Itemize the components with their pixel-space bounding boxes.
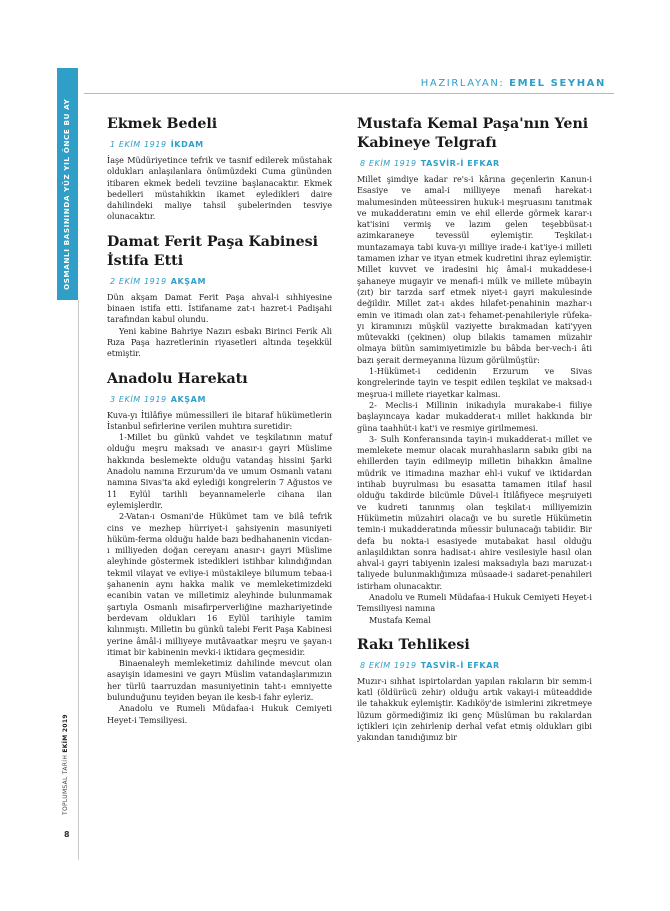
- article-title: Anadolu Harekatı: [107, 370, 248, 387]
- article-paragraph: Binaenaleyh memleketimiz dahilinde mevcut olan asayişin idamesini ve gayrı Müslim vatandaşlarımızın her türlü taarruzdan masuniyetinin taht-ı emniyette bulunduğunu teyiden beyan ile kesb-i fahr eyleriz.: [107, 658, 332, 702]
- article-dateline: [357, 159, 592, 168]
- article-source: İKDAM: [170, 140, 204, 149]
- article-dateline: [107, 140, 332, 149]
- article-date: 8 EKİM 1919: [360, 660, 417, 670]
- article-raki-tehlikesi: [357, 636, 592, 744]
- article-anadolu-harekati: [107, 370, 332, 726]
- article-paragraph: Anadolu ve Rumeli Müdafaa-i Hukuk Cemiyeti Heyet-i Temsiliyesi.: [107, 703, 332, 725]
- article-title: Ekmek Bedeli: [107, 116, 218, 132]
- left-column: [107, 115, 332, 736]
- article-source: AKŞAM: [170, 276, 207, 286]
- article-dateline: [107, 395, 332, 404]
- article-paragraph: 2-Vatan-ı Osmani'de Hükümet tam ve bilâ tefrik cins ve mezhep hürriyet-i şahsiyenin masuniyeti hüküm-ferma olduğu halde bazı bedhahanenin vicdan-ı milliyeden doğan cereyanı anasır-ı gayri Müslime aleyhinde göstermek istedikleri istihbar kılındığından tekmil vilayat ve evliye-i müstakileye bilumum tebaa-i şahanenin aynı hakka malik ve memleketimizdeki ecanibin vatan ve milletimiz aleyhinde bulunmamak şartıyla Osmanlı misafirperverliğine mazhariyetinde berdevam oldukları 16 Eylül tarihiyle tamim kılınmıştı. Milletin bu günkü talebi Ferit Paşa Kabinesi yerine âmâl-i milliyeye mutâvaatkar meşru ve şayan-ı itimat bir kabinenin mevki-i iktidara geçmesidir.: [107, 511, 332, 657]
- article-damat-ferit: [107, 233, 332, 360]
- article-signature: Mustafa Kemal: [369, 614, 431, 625]
- article-source: TASVİR-İ EFKAR: [420, 159, 500, 168]
- article-ekmek-bedeli: [107, 115, 332, 223]
- header-credit: [421, 78, 606, 89]
- article-paragraph: Muzır-ı sıhhat ispirtolardan yapılan rakıların bir semm-i katl (öldürücü zehir) olduğu artık vakayi-i müteaddide ile tahakkuk eylemiştir. Kadıköy'de isimlerini zikretmeye lüzum görmediğimiz iki genç Müslüman bu rakılardan içtikleri için zehirlenip derhal vefat etmiş oldukları gibi yakından tanıdığımız bir: [357, 675, 592, 743]
- article-paragraph: 1-Millet bu günkü vahdet ve teşkilatının matuf olduğu meşru maksadı ve anasır-ı gayri Müslime hakkında beslemekte olduğu vatandaş hissini Şarki Anadolu namına Erzurum'da ve umum Osmanlı vatanı namına Sivas'ta akd eylediği kongrelerin 7 Ağustos ve 11 Eylül tarihli beyannamelerle cihana ilan eylemişlerdir.: [107, 432, 332, 510]
- article-date: 8 EKİM 1919: [360, 159, 417, 168]
- article-paragraph: İaşe Müdüriyetince tefrik ve tasnif edilerek müstahak oldukları anlaşılanlara önümüzdeki Cuma gününden itibaren ekmek bedeli tevziine başlanacaktır. Ekmek bedelleri müstahikkin ikamet eyledikleri daire dahilindeki maliye tahsil şubelerinden tesviye olunacaktır.: [107, 155, 332, 222]
- article-date: 1 EKİM 1919: [110, 140, 167, 149]
- footer-issue: EKİM 2019: [62, 714, 69, 753]
- article-paragraph: Dün akşam Damat Ferit Paşa ahval-i sıhhiyesine binaen istifa etti. İstifaname zat-ı hazret-i Padişahi tarafından kabul olundu.: [107, 291, 332, 325]
- article-paragraph: Yeni kabine Bahriye Nazırı esbakı Birinci Ferik Ali Rıza Paşa hazretlerinin riyasetleri altında teşekkül etmiştir.: [107, 325, 332, 359]
- article-paragraph: Kuva-yı İtilâfiye mümessilleri ile bitaraf hükümetlerin İstanbul sefirlerine verilen muhtıra suretidir:: [107, 409, 332, 431]
- article-source: AKŞAM: [170, 394, 207, 404]
- article-paragraph: 3- Sulh Konferansında tayin-i mukadderat-ı millet ve memlekete memur olacak murahhasların sabıkı gibi na ehillerden tayin edilmeyip milletin bihakkın âmaline müdrik ve itimadına mazhar ehl-i vukuf ve iktidardan intihab buyrulması bu esasatta tamamen itilaf hasıl olduğu takdirde bilcümle Düvel-i İtilâfiyece meşruiyeti ve kudreti tanınmış olan teşkilat-ı milliyemizin Hükümetin müzahiri olacağı ve bu suretle Hükümetin temin-i mukadderatında müessir bulunacağı tabiidir. Bir defa bu nokta-i esasiyede mutabakat hasıl olduğu anlaşıldıktan sonra hadisat-ı ahire vesilesiyle hasıl olan ahval-i gayri tabiyenin izalesi maksadıyla bazı maruzat-ı taliyede bulunmaklığımıza müsaade-i sadaret-penahileri istirham olunacaktır.: [357, 433, 592, 591]
- credit-label: HAZIRLAYAN:: [420, 78, 505, 89]
- article-source: TASVİR-İ EFKAR: [420, 660, 500, 670]
- footer-journal-name: TOPLUMSAL TARİH: [62, 754, 69, 815]
- article-date: 3 EKİM 1919: [110, 394, 167, 404]
- article-paragraph: Anadolu ve Rumeli Müdafaa-i Hukuk Cemiyeti Heyet-i Temsiliyesi namına: [357, 591, 592, 614]
- footer-journal-info: [62, 714, 69, 815]
- article-title: Damat Ferit Paşa Kabinesi İstifa Etti: [107, 233, 319, 269]
- sidebar-divider: [78, 300, 79, 860]
- article-paragraph: Millet şimdiye kadar re's-i kârına geçenlerin Kanun-i Esasiye ve amal-i milliyeye menafi harekat-ı malumesinden müteessiren hukuk-i meşruasını tanıtmak ve mukadderatını emin ve ehil ellerde görmek karar-ı kat'isini vermiş ve lazım gelen teşebbüsat-ı azimkaraneye tevessül eylemiştir. Teşkilat-ı muntazamaya tabi kuva-yı milliye irade-i kat'iye-i milleti tamamen izhar ve ityan etmek kudretini ihraz eylemiştir. Millet kuvvet ve iradesini hiç âmal-i mukaddese-i şahaneye mugayir ve menafi-i mülk ve millete mübayin (zıt) bir tarzda sarf etmek niyet-i gayri makulesinde değildir. Millet zat-ı akdes hilafet-penahinin mazhar-ı emin ve itimadı olan zat-ı fehamet-penahileriyle rüfeka-yı kiramınızı müşkül vaziyette bırakmadan kati'yyen mütevakki (çekinen) olup bilakis tamamen müzahir olmaya bütün samimiyetimizle bu bâbda ber-vech-i âti bazı şerait dermeyanına lüzum görülmüştür:: [357, 174, 592, 365]
- article-date: 2 EKİM 1919: [110, 276, 167, 286]
- article-mustafa-kemal-telgraf: [357, 115, 592, 626]
- article-dateline: [107, 277, 332, 286]
- article-title: Rakı Tehlikesi: [357, 636, 470, 653]
- sidebar-section-title: OSMANLI BASININDA YÜZ YIL ÖNCE BU AY: [62, 98, 71, 290]
- article-paragraph: 1-Hükümet-i cedidenin Erzurum ve Sivas kongrelerinde tayin ve tespit edilen teşkilat ve maksad-ı meşrua-i millete riayetkar kalması.: [357, 366, 592, 399]
- header-rule: [84, 93, 614, 94]
- credit-name: EMEL SEYHAN: [509, 78, 606, 89]
- page-number: 8: [64, 830, 70, 839]
- article-dateline: [357, 661, 592, 670]
- article-paragraph: 2- Meclis-i Millinin inikadıyla murakabe-i fiiliye başlayıncaya kadar mukadderat-ı millet hakkında bir güna taahhüt-i kat'i ve resmiye girilmemesi.: [357, 399, 592, 433]
- right-column: [357, 115, 592, 754]
- article-title: Mustafa Kemal Paşa'nın Yeni Kabineye Telgrafı: [357, 116, 589, 151]
